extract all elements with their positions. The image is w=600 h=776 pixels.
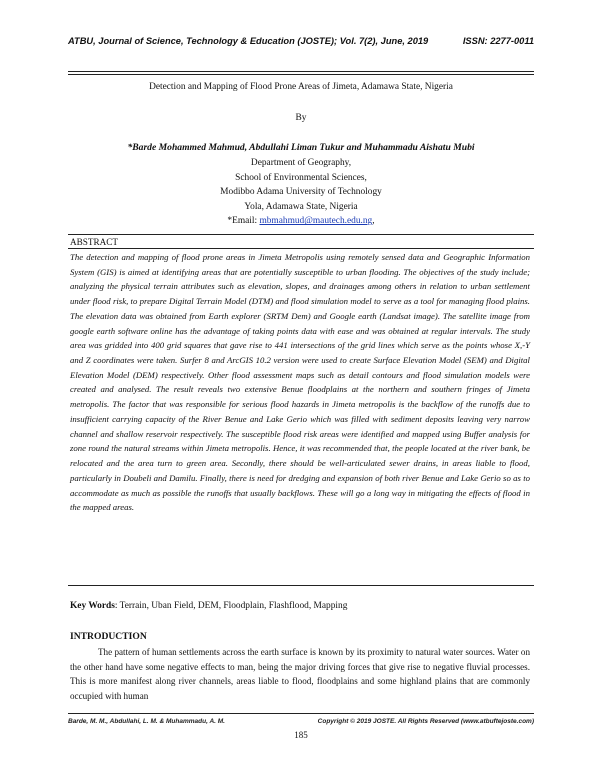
footer-rule: [68, 713, 534, 714]
authors: *Barde Mohammed Mahmud, Abdullahi Liman Tukur and Muhammadu Aishatu Mubi: [127, 142, 475, 153]
email-label: *Email:: [227, 216, 260, 227]
running-header: [68, 36, 534, 50]
keywords-label: Key Words: [70, 601, 115, 611]
abstract-text: The detection and mapping of flood prone areas in Jimeta Metropolis using remotely sensed data and Geographic Information System (GIS) is aimed at identifying areas that are potentially susceptible to urban flooding. The objectives of the study include; analyzing the physical terrain attributes such as elevation, slopes, and drainages among others in relation to urban settlement under flood risk, to prepare Digital Terrain Model (DTM) and flood simulation model to serve as a tool for managing flood plains. The elevation data was obtained from Earth explorer (SRTM Dem) and Google earth (Landsat image). The satellite image from google earth software online has the advantage of taking points data with ease and was obtained at regular intervals. The study area was gridded into 400 grid squares that gave rise to 441 intersections of the grid lines which serve as the points whose X,-Y and Z coordinates were taken. Surfer 8 and ArcGIS 10.2 version were used to create Surface Elevation Model (SEM) and Digital Elevation Model (DEM) respectively. Other flood assessment maps such as detail contours and flood simulation models were created and analysed. The result reveals two extensive Benue floodplains at the northern and southern fringes of Jimeta metropolis. The factor that was responsible for serious flood hazards in Jimeta metropolis is the backflow of the runoffs due to insufficient carrying capacity of the River Benue and Lake Gerio which was filled with sediment deposits leaving very narrow channel and shallow reservoir respectively. The susceptible flood risk areas were identified and mapped using Buffer analysis for zone round the natural streams within Jimeta metropolis. Hence, it was recommended that, the people located at the river bank, be relocated and the area turn to green area. Secondly, there should be well-articulated sewer drains, in areas liable to flood, particularly in Doubeli and Damilu. Finally, there is need for dredging and expansion of both river Benue and Lake Gerio so as to accommodate as much as possible the runoffs that usually backflows. These will go a long way in mitigating the effects of flood in the mapped areas.: [70, 252, 530, 513]
abstract-heading-rule: [68, 248, 534, 249]
keywords-sep: :: [114, 601, 120, 611]
affiliation: [68, 156, 534, 229]
abstract-heading: ABSTRACT: [70, 237, 118, 247]
abstract-rule-top: [68, 234, 534, 235]
department: Department of Geography,: [250, 158, 352, 168]
introduction-paragraph: The pattern of human settlements across the earth surface is known by its proximity to natural water sources. Water on the other hand have some negative effects to man, being the major driving forces that give rise to negative fluvial processes. This is more manifest along river channels, areas liable to flood, floodplains and some highland plains that are commonly occupied with human: [70, 647, 530, 701]
email-link[interactable]: mbmahmud@mautech.edu.ng: [259, 216, 373, 227]
header-rule-bottom: [68, 74, 534, 75]
footer: [68, 718, 534, 730]
keywords-text: Terrain, Uban Field, DEM, Floodplain, Flashflood, Mapping: [119, 601, 348, 611]
issn: ISSN: 2277-0011: [462, 36, 534, 46]
footer-citation: Barde, M. M., Abdullahi, L. M. & Muhammadu, A. M.: [68, 718, 225, 725]
page-number: 185: [294, 730, 308, 740]
introduction-body: [70, 645, 530, 703]
introduction-heading: INTRODUCTION: [70, 631, 147, 642]
city: Yola, Adamawa State, Nigeria: [244, 201, 358, 212]
by-line: By: [295, 113, 307, 123]
university: Modibbo Adama University of Technology: [220, 187, 382, 198]
abstract-rule-bottom: [68, 585, 534, 586]
footer-copyright: Copyright © 2019 JOSTE. All Rights Reserved (www.atbuftejoste.com): [317, 718, 534, 725]
email-line: [68, 214, 534, 229]
header-rule-top: [68, 71, 534, 72]
paper-title: Detection and Mapping of Flood Prone Areas of Jimeta, Adamawa State, Nigeria: [149, 82, 453, 92]
keywords: [70, 601, 530, 611]
email-suffix: ,: [372, 216, 375, 227]
journal-citation: ATBU, Journal of Science, Technology & Education (JOSTE); Vol. 7(2), June, 2019: [68, 36, 429, 46]
school: School of Environmental Sciences,: [235, 172, 367, 183]
